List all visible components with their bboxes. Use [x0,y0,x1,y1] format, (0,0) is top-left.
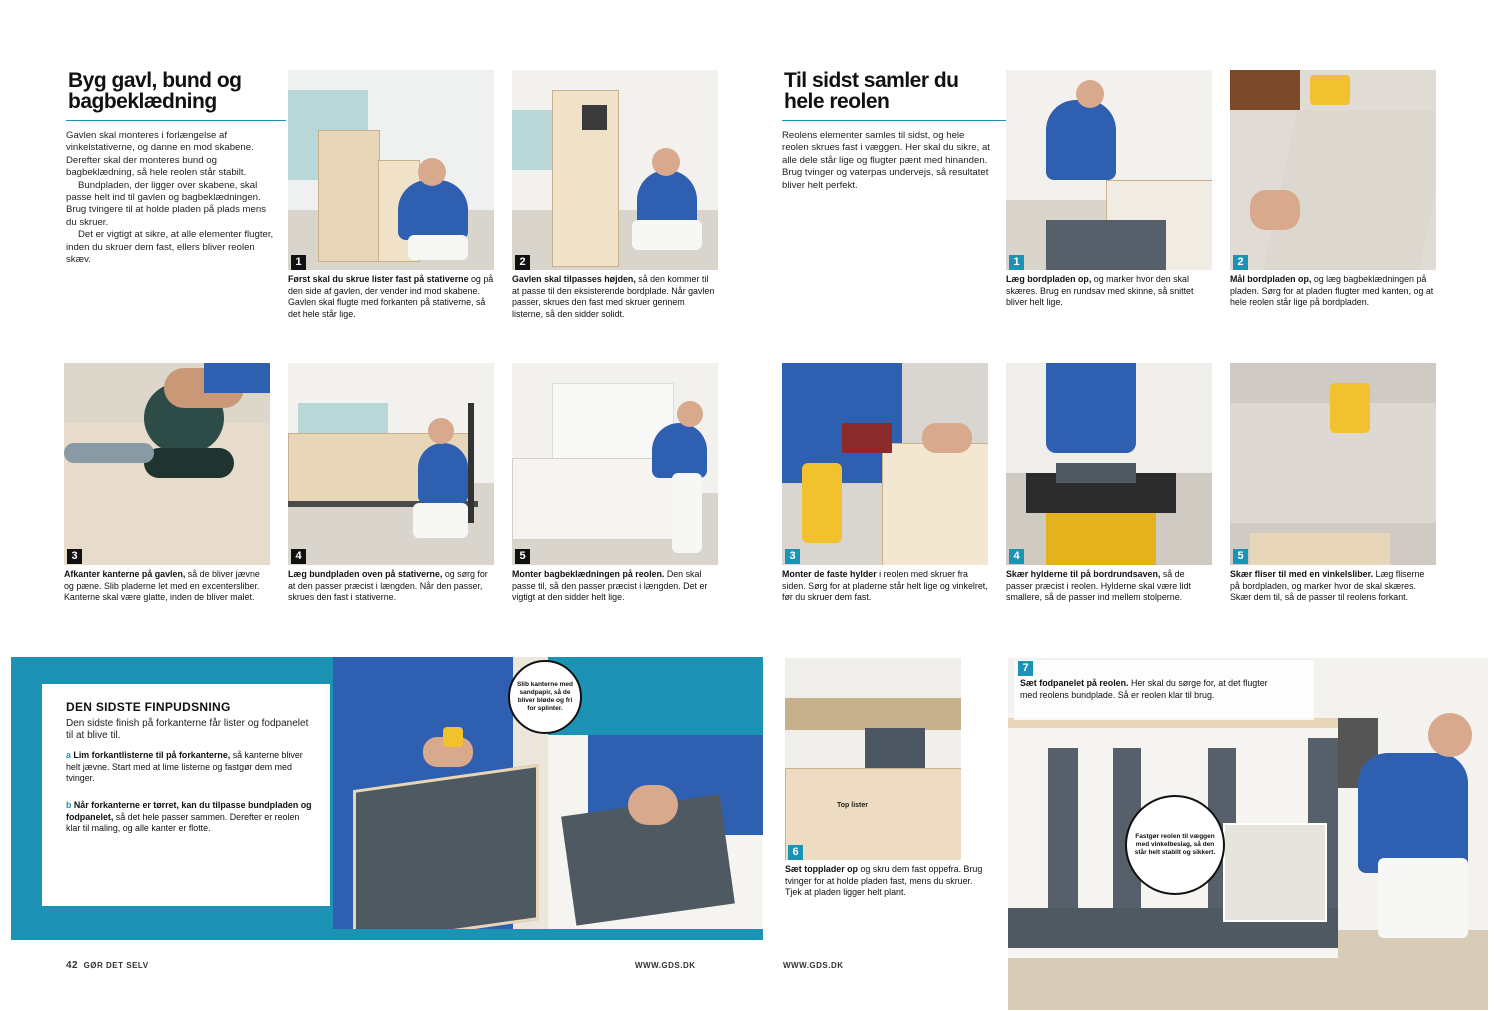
r-step-4-caption-bold: Skær hylderne til på bordrundsaven, [1006,569,1161,579]
r-step-2-number: 2 [1233,255,1248,270]
step-3-caption-bold: Afkanter kanterne på gavlen, [64,569,186,579]
r-step-2-caption-rest: og læg bagbeklædningen på pladen. Sørg for at pladen flugter med kanten, og at hele reolen står lige på bordpladen. [1230,274,1434,308]
step-2-caption [512,274,718,320]
r-step-7-caption-bold: Sæt fodpanelet på reolen. [1020,678,1129,688]
finish-bubble-text: Slib kanterne med sandpapir, så de bliver bløde og fri for splinter. [517,681,573,712]
r-step-3-caption [782,569,988,604]
left-intro-p2: Bundpladen, der ligger over skabene, skal passe helt ind til gavlen og bagbeklædningen. Brug tvingere til at holde pladen på plads mens du skruer. [66,179,266,228]
finish-item-a-rest: så kanterne bliver helt jævne. Start med at lime listerne og fastgør dem med tvinger. [66,750,303,784]
r-step-5-number: 5 [1233,549,1248,564]
right-intro: Reolens elementer samles til sidst, og hele reolen skrues fast i væggen. Her skal du sikre, at alle dele står lige og flugter pænt med hinanden. Brug tvinger og vaterpas undervejs, så resultatet bliver helt perfekt. [782,130,990,191]
r-step-4-caption [1006,569,1212,604]
photo-finish-b [548,735,763,929]
step-1-caption-rest: og på den side af gavlen, der vender ind mod skabene. Gavlen skal flugte med forkanten på stativerne, så det hele står lige. [288,274,494,319]
step-3-caption [64,569,270,604]
r-step-4-number: 4 [1009,549,1024,564]
r-step-6-number: 6 [788,845,803,860]
finish-speech-bubble [508,660,582,734]
finish-item-a-bold: Lim forkantlisterne til på forkanterne, [73,750,231,760]
r-step-7-caption-rest: Her skal du sørge for, at det flugter med reolens bundplade. Så er reolen klar til brug. [1020,678,1268,700]
right-heading: Til sidst samler du hele reolen [784,69,959,113]
r-step-5-caption [1230,569,1436,604]
left-footer [66,960,149,971]
step-5-caption-rest: Den skal passe til, så den passer præcist i længden. Det er vigtigt at den sidder helt lige. [512,569,708,603]
step-4-number: 4 [291,549,306,564]
left-heading-rule [66,120,286,121]
r-step-2-caption-bold: Mål bordpladen op, [1230,274,1312,284]
finish-intro: Den sidste finish på forkanterne får lister og fodpanelet til at blive til. [66,718,309,741]
left-footer-page: 42 [66,960,79,971]
left-intro-p1: Gavlen skal monteres i forlængelse af vinkelstativerne, og danne en mod skabene. Derefter skal der monteres bund og bagbeklædning, så hele reolen står stabilt. [66,130,254,179]
photo-r-step-3 [782,363,988,565]
finish-item-a: a Lim forkantlisterne til på forkanterne, så kanterne bliver helt jævne. Start med at lime listerne og fastgør dem med tvinger. [66,750,303,784]
left-footer-url: WWW.GDS.DK [635,961,696,970]
photo-r-step-6 [785,658,961,860]
photo-r-step-4 [1006,363,1212,565]
photo-r-step-2 [1230,70,1436,270]
step-1-number: 1 [291,255,306,270]
photo-step-1 [288,70,494,270]
step-3-number: 3 [67,549,82,564]
r-step-2-caption [1230,274,1436,309]
r-step-1-number: 1 [1009,255,1024,270]
right-footer-url: WWW.GDS.DK [783,961,844,970]
r-speech-bubble [1125,795,1225,895]
r-step-3-number: 3 [785,549,800,564]
r-step-3-caption-rest: i reolen med skruer fra siden. Sørg for at pladerne står helt lige og vinkelret, før du skruer dem fast. [782,569,988,603]
photo6-label: Top lister [837,802,868,809]
photo-r-step-1 [1006,70,1212,270]
finish-item-b: b Når forkanterne er tørret, kan du tilpasse bundpladen og fodpanelet, så det hele passer sammen. Derefter er reolen klar til maling, og alle kanter er flotte. [66,800,312,834]
photo-step-3 [64,363,270,565]
step-2-caption-bold: Gavlen skal tilpasses højden, [512,274,636,284]
r-step-5-caption-bold: Skær fliser til med en vinkelsliber. [1230,569,1374,579]
r-step-3-caption-bold: Monter de faste hylder [782,569,877,579]
finish-item-b-bold: Når forkanterne er tørret, kan du tilpasse bundpladen og fodpanelet, [66,800,312,822]
step-4-caption-rest: og sørg for at den passer præcist i længden. Når den passer, skrues den fast i stativerne. [288,569,488,603]
step-4-caption-bold: Læg bundpladen oven på stativerne, [288,569,443,579]
step-5-caption [512,569,718,604]
finish-item-b-rest: så det hele passer sammen. Derefter er reolen klar til maling, og alle kanter er flotte. [66,811,300,834]
finish-title: DEN SIDSTE FINPUDSNING [66,700,231,714]
step-5-number: 5 [515,549,530,564]
step-2-number: 2 [515,255,530,270]
step-2-caption-rest: så den kommer til at passe til den eksisterende bordplade. Når gavlen passer, skrues den fast med skruer gennem listerne, så den sidder solidt. [512,274,715,319]
photo-step-4 [288,363,494,565]
r-step-7-caption [1020,678,1282,701]
photo-step-2 [512,70,718,270]
r-step-1-caption-rest: og marker hvor den skal skæres. Brug en rundsav med skinne, så snittet bliver helt lige. [1006,274,1194,308]
step-4-caption [288,569,494,604]
right-heading-rule [782,120,1006,121]
left-heading: Byg gavl, bund og bagbeklædning [68,69,242,113]
left-intro-p3: Det er vigtigt at sikre, at alle elementer flugter, inden du skruer dem fast, ellers bliver reolen skæv. [66,229,274,266]
step-5-caption-bold: Monter bagbeklædningen på reolen. [512,569,665,579]
photo-r-step-5 [1230,363,1436,565]
r-bubble-text: Fastgør reolen til væggen med vinkelbeslag, så den står helt stabilt og sikkert. [1134,833,1216,856]
left-intro [66,130,276,266]
r-step-1-caption [1006,274,1212,309]
r-step-6-caption-rest: og skru dem fast oppefra. Brug tvinger for at holde pladen fast, mens du skruer. Tjek at pladen ligger helt plant. [785,864,983,898]
r-step-4-caption-rest: så de passer præcist i reolen. Hylderne skal være lidt smallere, så de passer ind mellem stolperne. [1006,569,1191,603]
r-step-6-caption [785,864,990,899]
left-footer-magazine: GØR DET SELV [83,961,149,970]
photo-step-5 [512,363,718,565]
step-1-caption [288,274,494,320]
r-step-7-number: 7 [1018,661,1033,676]
step-3-caption-rest: så de bliver jævne og pæne. Slib pladerne let med en excentersliber. Kanterne skal være glatte, inden de bliver malet. [64,569,260,603]
r-step-6-caption-bold: Sæt topplader op [785,864,858,874]
r-step-1-caption-bold: Læg bordpladen op, [1006,274,1092,284]
finish-text-box [42,684,330,906]
step-1-caption-bold: Først skal du skrue lister fast på stativerne [288,274,469,284]
r-step-5-caption-rest: Læg fliserne på bordpladen, og marker hvor de skal skæres. Skær dem til, så de passer til reolens forkant. [1230,569,1425,603]
